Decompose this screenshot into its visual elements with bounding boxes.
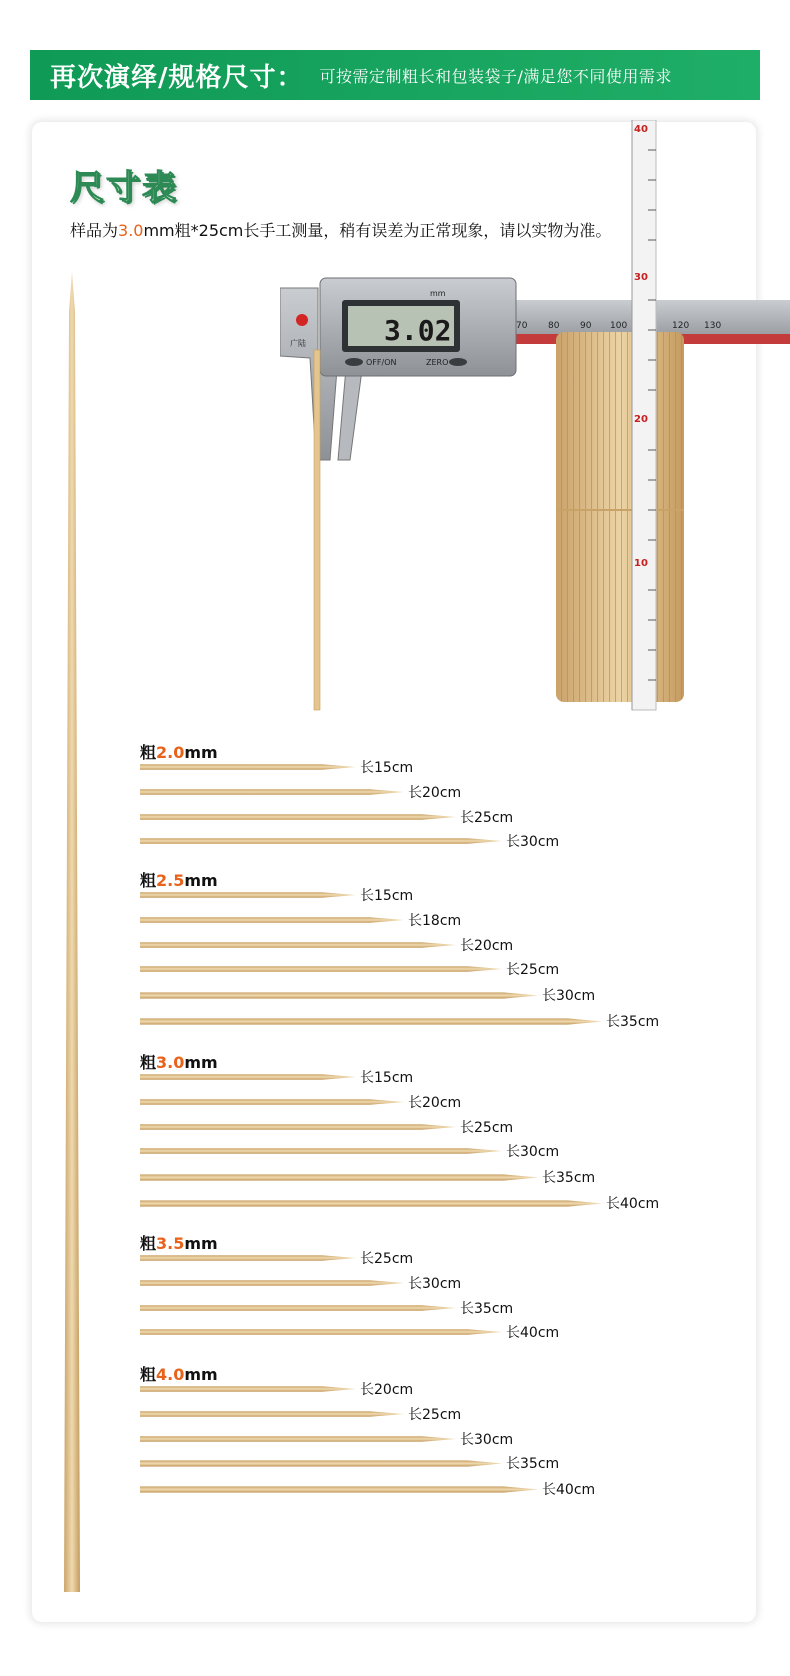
ruler-label: 120 [672,321,690,331]
skewer-row [140,1144,559,1158]
skewer-shape [140,1280,404,1286]
skewer-row [140,888,413,902]
length-label: 长30cm [506,834,560,850]
skewer-row [140,938,513,952]
skewer-row [140,834,559,848]
ruler-label: 70 [516,321,528,331]
length-label: 长30cm [460,1432,514,1448]
skewer-image [140,1254,356,1262]
length-label: 长30cm [542,988,596,1004]
skewer-image [140,813,456,821]
skewer-shape [140,838,502,844]
skewer-image [140,1123,456,1131]
caliper-measurement-photo [280,120,790,760]
length-label: 长20cm [360,1382,414,1398]
skewer-row [140,1432,513,1446]
skewer-row [140,1456,559,1470]
page-title: 尺寸表 [70,168,178,208]
skewer-shape [140,764,356,770]
length-label: 长15cm [360,888,414,904]
length-label: 长20cm [408,785,462,801]
skewer-row [140,1482,595,1496]
skewer-row [140,1196,659,1210]
banner-subtitle: 可按需定制粗长和包装袋子/满足您不同使用需求 [319,66,672,86]
skewer-image [140,1304,456,1312]
skewer-image [140,1410,404,1418]
skewer-shape [140,992,538,998]
length-label: 长18cm [408,913,462,929]
skewer-shape [140,917,404,923]
skewer-image [140,837,502,845]
group-label: 粗3.5mm [140,1234,218,1253]
length-label: 长15cm [360,1070,414,1086]
skewer-image [140,1485,538,1494]
skewer-shape [140,814,456,820]
skewer-row [140,810,513,824]
skewer-image [140,1147,502,1155]
ruler-label: 130 [704,321,722,331]
group-label: 粗2.0mm [140,743,218,762]
skewer-image [140,1073,356,1081]
skewer-shape [140,1174,538,1180]
length-label: 长25cm [360,1251,414,1267]
skewer-row [140,785,461,799]
ruler-label: 40 [634,124,648,135]
length-label: 长30cm [408,1276,462,1292]
length-label: 长25cm [506,962,560,978]
skewer-image [140,965,502,973]
sample-thickness: 3.0 [118,221,144,240]
skewer-image [140,916,404,924]
skewer-row [140,913,461,927]
skewer-shape [140,1486,538,1492]
skewer-row [140,1382,413,1396]
length-label: 长35cm [606,1014,660,1030]
long-skewer-image [62,272,82,1602]
length-label: 长20cm [408,1095,462,1111]
skewer-image [140,1017,602,1026]
skewer-row [140,1325,559,1339]
skewer-shape [140,1018,602,1024]
length-label: 长25cm [408,1407,462,1423]
skewer-row [140,1301,513,1315]
length-label: 长20cm [460,938,514,954]
ruler-label: 100 [610,321,628,331]
length-label: 长35cm [460,1301,514,1317]
skewer-image [140,991,538,1000]
skewer-shape [140,1329,502,1335]
length-label: 长30cm [506,1144,560,1160]
skewer-shape [140,789,404,795]
skewer-shape [140,1460,502,1466]
skewer-shape [140,1411,404,1417]
ruler-label: 30 [634,272,648,283]
length-label: 长25cm [460,1120,514,1136]
skewer-shape [140,1074,356,1080]
length-label: 长15cm [360,760,414,776]
skewer-shape [140,892,356,898]
sample-description: 样品为3.0mm粗*25cm长手工测量，稍有误差为正常现象，请以实物为准。 [70,221,612,240]
skewer-row [140,1251,413,1265]
skewer-image [140,1279,404,1287]
skewer-image [140,1385,356,1393]
skewer-shape [140,1305,456,1311]
skewer-shape [140,1386,356,1392]
skewer-row [140,1120,513,1134]
caliper-reading: 3.02 [384,314,452,347]
skewer-image [140,1435,456,1443]
caliper-zero-button: ZERO [426,358,449,367]
length-label: 长40cm [506,1325,560,1341]
skewer-row [140,1070,413,1084]
skewer-row [140,1095,461,1109]
caliper-brand: 广陆 [290,339,306,348]
skewer-image [140,891,356,899]
skewer-shape [140,1200,602,1206]
skewer-row [140,988,595,1002]
skewer-row [140,962,559,976]
group-label: 粗4.0mm [140,1365,218,1384]
skewer-image [140,763,356,771]
skewer-image [140,788,404,796]
skewer-row [140,1276,461,1290]
skewer-row [140,1407,461,1421]
ruler-label: 10 [634,558,648,569]
length-label: 长40cm [542,1482,596,1498]
header-banner [30,50,760,100]
ruler-label: 90 [580,321,592,331]
skewer-row [140,1014,659,1028]
caliper-unit: mm [430,289,446,298]
skewer-shape [140,942,456,948]
skewer-row [140,760,413,774]
group-label: 粗2.5mm [140,871,218,890]
skewer-shape [140,1148,502,1154]
skewer-shape [140,1436,456,1442]
skewer-shape [140,1099,404,1105]
skewer-image [140,941,456,949]
skewer-image [140,1173,538,1182]
skewer-image [140,1199,602,1208]
group-label: 粗3.0mm [140,1053,218,1072]
skewer-shape [140,1124,456,1130]
length-label: 长25cm [460,810,514,826]
banner-title: 再次演绎/规格尺寸： [50,62,304,93]
length-label: 长35cm [506,1456,560,1472]
skewer-image [140,1328,502,1336]
skewer-shape [140,966,502,972]
length-label: 长35cm [542,1170,596,1186]
skewer-shape [140,1255,356,1261]
ruler-label: 80 [548,321,560,331]
skewer-row [140,1170,595,1184]
length-label: 长40cm [606,1196,660,1212]
skewer-image [140,1459,502,1468]
ruler-label: 20 [634,414,648,425]
skewer-image [140,1098,404,1106]
caliper-off-button: OFF/ON [366,358,397,367]
